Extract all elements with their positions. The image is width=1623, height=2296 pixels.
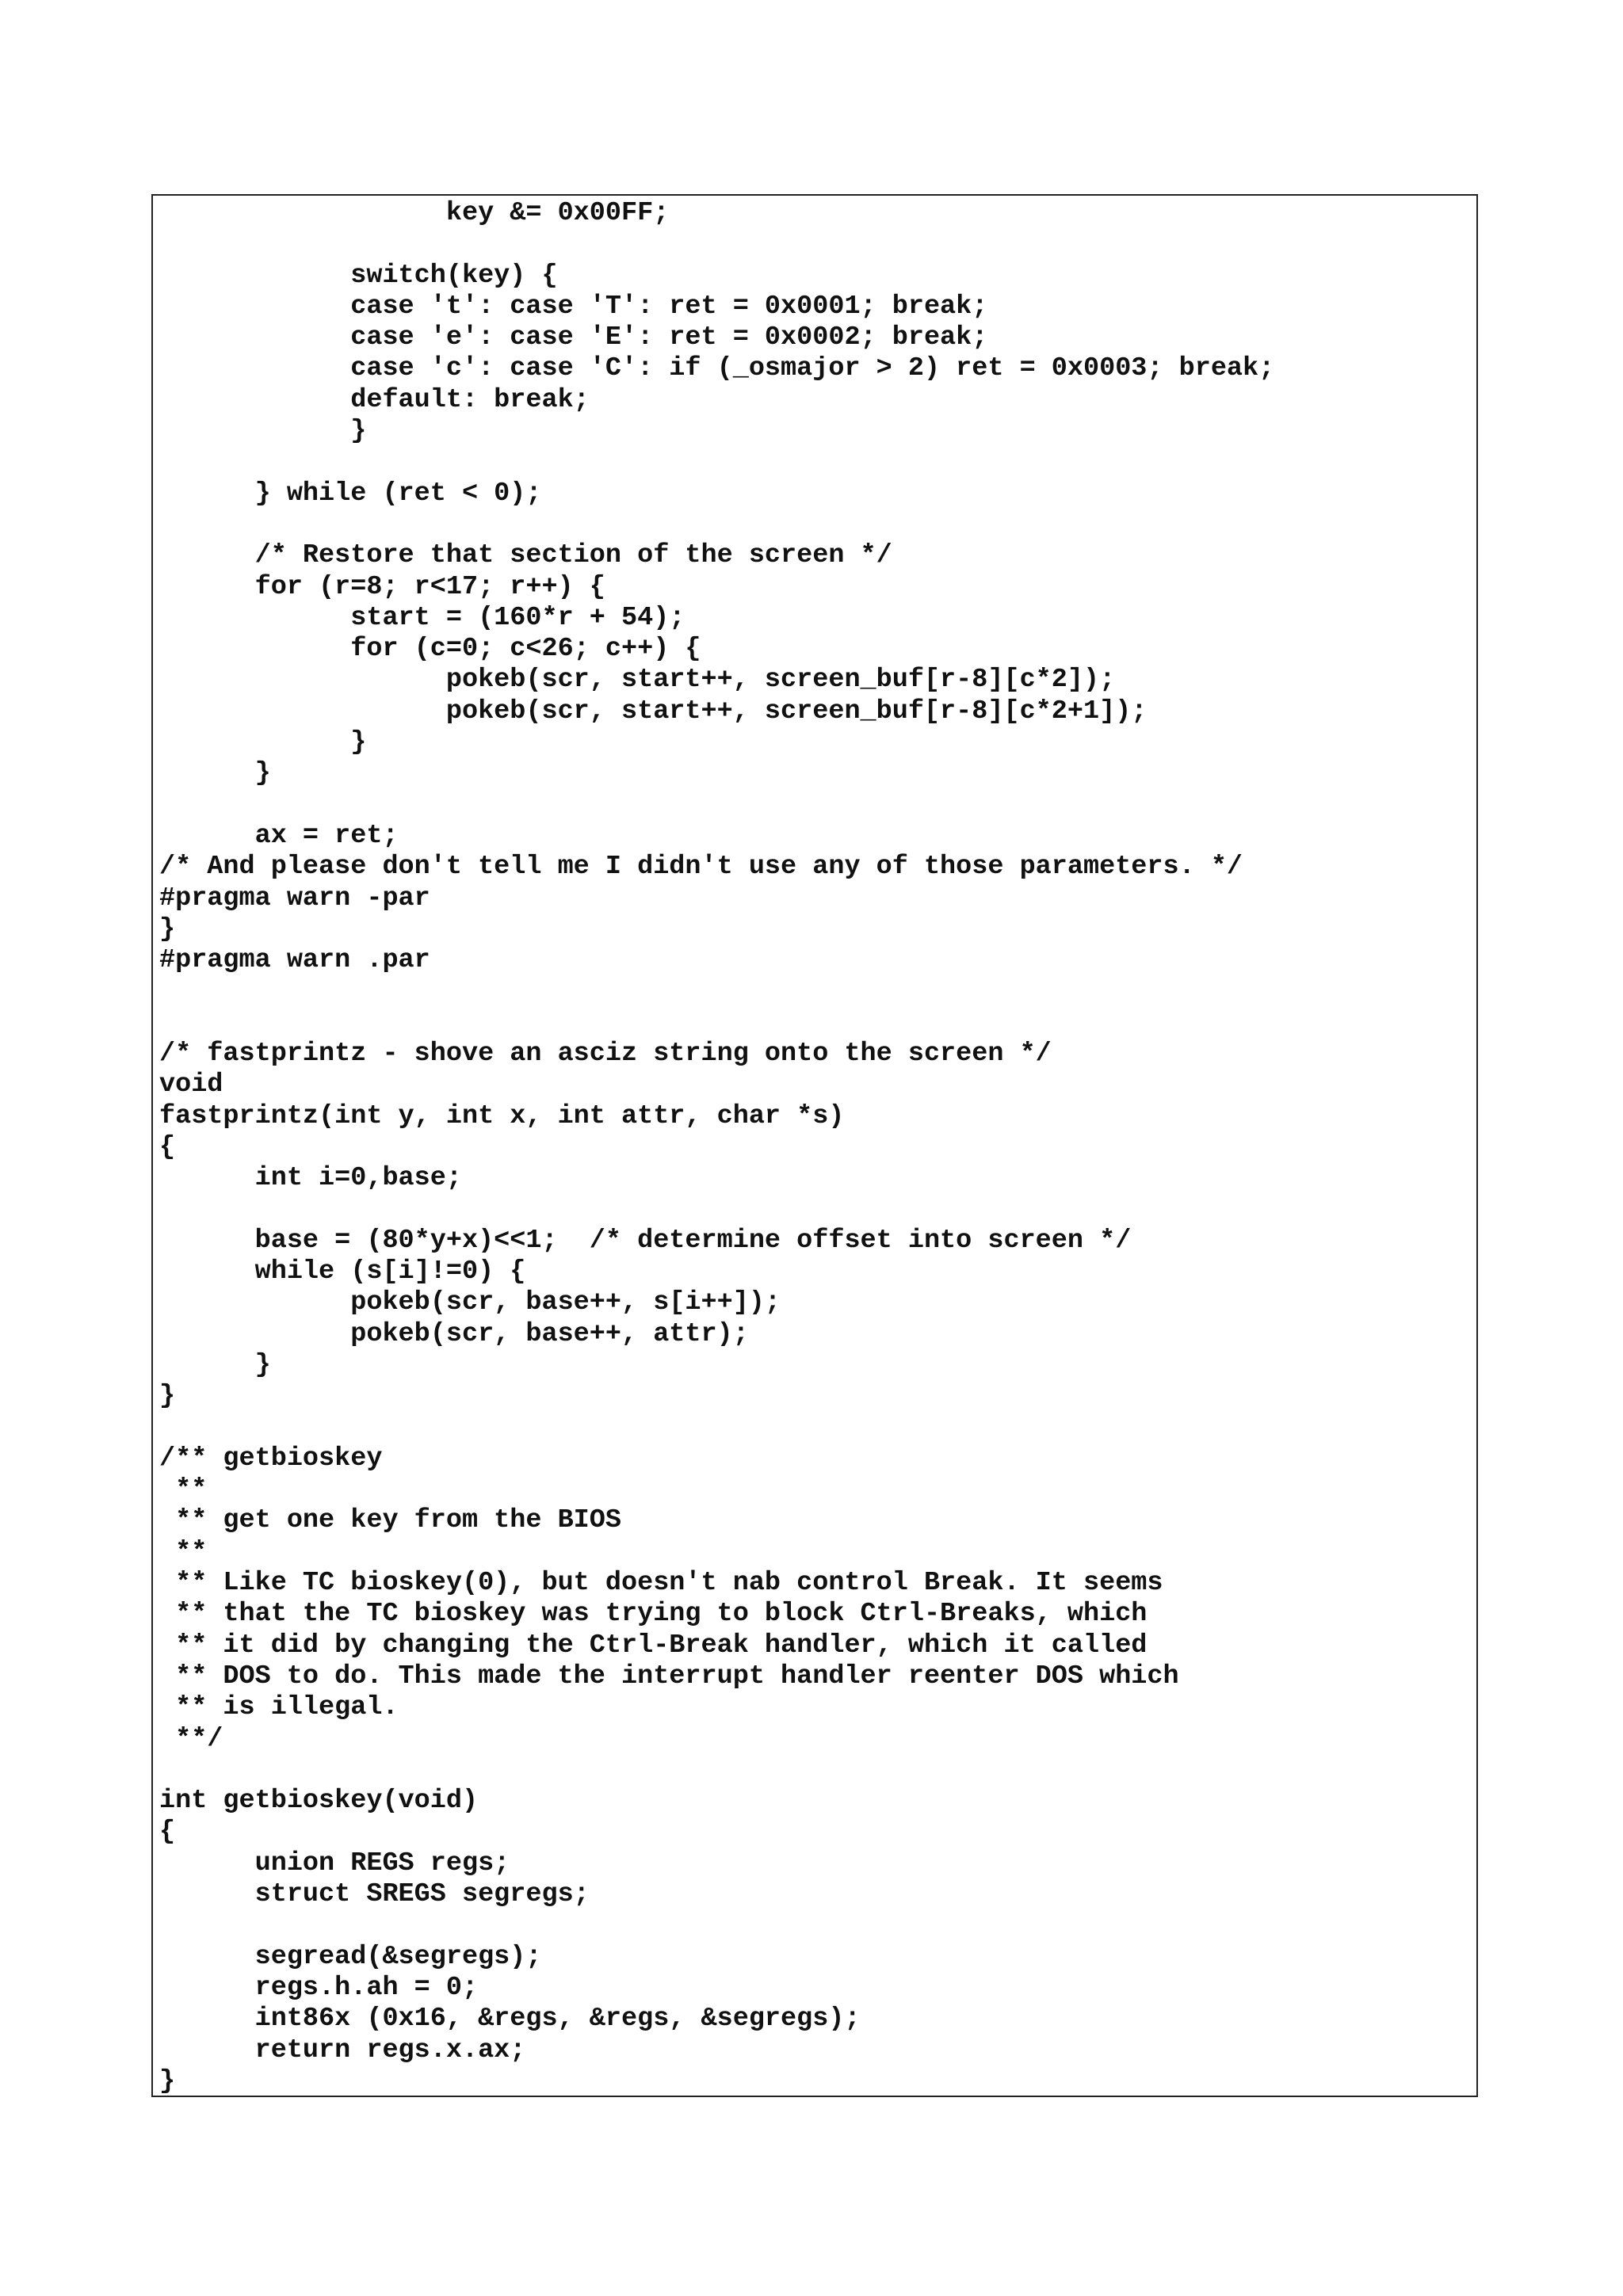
code-line: pokeb(scr, base++, s[i++]); [159, 1287, 781, 1318]
code-line: { [159, 1131, 176, 1162]
code-line: ** [159, 1474, 208, 1505]
code-line: union REGS regs; [159, 1848, 510, 1878]
code-line: #pragma warn .par [159, 945, 430, 976]
code-line: ** that the TC bioskey was trying to block Ctrl-Breaks, which [159, 1599, 1148, 1630]
code-line [159, 229, 1274, 260]
code-line: case 'e': case 'E': ret = 0x0002; break; [159, 322, 988, 353]
code-line: int getbioskey(void) [159, 1786, 479, 1817]
code-line: fastprintz(int y, int x, int attr, char *s) [159, 1100, 845, 1131]
code-listing [159, 198, 1274, 2097]
code-line: ** it did by changing the Ctrl-Break handler, which it called [159, 1630, 1148, 1661]
code-line: for (r=8; r<17; r++) { [159, 571, 605, 602]
code-line: pokeb(scr, start++, screen_buf[r-8][c*2+1]); [159, 696, 1148, 727]
code-line: struct SREGS segregs; [159, 1879, 590, 1910]
code-line: ** is illegal. [159, 1692, 399, 1723]
code-line: regs.h.ah = 0; [159, 1972, 479, 2003]
code-line: int86x (0x16, &regs, &regs, &segregs); [159, 2004, 861, 2035]
code-line: /* Restore that section of the screen */ [159, 540, 892, 571]
code-listing-frame [151, 194, 1478, 2097]
code-line [159, 1008, 1274, 1039]
code-line [159, 509, 1274, 540]
code-line: #pragma warn -par [159, 883, 430, 913]
code-line [159, 1195, 1274, 1226]
code-line [159, 1413, 1274, 1444]
code-line: for (c=0; c<26; c++) { [159, 634, 701, 665]
code-line: default: break; [159, 384, 590, 415]
code-line: pokeb(scr, start++, screen_buf[r-8][c*2]); [159, 665, 1116, 696]
code-line: ** [159, 1536, 208, 1567]
code-line: ** Like TC bioskey(0), but doesn't nab control Break. It seems [159, 1568, 1163, 1599]
code-line: segread(&segregs); [159, 1941, 542, 1972]
code-line: **/ [159, 1723, 223, 1754]
code-line: /** getbioskey [159, 1443, 383, 1474]
code-line: } [159, 2065, 176, 2096]
code-line: ** get one key from the BIOS [159, 1505, 621, 1536]
code-line: key &= 0x00FF; [159, 198, 670, 228]
code-line: /* And please don't tell me I didn't use any of those parameters. */ [159, 852, 1243, 883]
code-line: } [159, 1349, 271, 1380]
code-line: ** DOS to do. This made the interrupt handler reenter DOS which [159, 1661, 1179, 1691]
code-line: case 'c': case 'C': if (_osmajor > 2) ret = 0x0003; break; [159, 353, 1275, 384]
code-line: start = (160*r + 54); [159, 602, 685, 633]
code-line: ax = ret; [159, 820, 399, 851]
code-line: switch(key) { [159, 260, 558, 291]
code-line: /* fastprintz - shove an asciz string onto the screen */ [159, 1039, 1052, 1070]
code-line: } [159, 1381, 176, 1412]
code-line [159, 1910, 1274, 1941]
code-line: } while (ret < 0); [159, 478, 542, 509]
code-line [159, 447, 1274, 478]
code-line: { [159, 1817, 176, 1848]
code-line: int i=0,base; [159, 1163, 462, 1194]
code-line [159, 976, 1274, 1007]
code-line: } [159, 758, 271, 789]
code-line: } [159, 913, 176, 944]
code-line [159, 790, 1274, 821]
code-line: return regs.x.ax; [159, 2035, 526, 2065]
code-line [159, 1755, 1274, 1786]
code-line: case 't': case 'T': ret = 0x0001; break; [159, 291, 988, 322]
code-line: void [159, 1070, 223, 1100]
code-line: } [159, 416, 367, 447]
code-line: pokeb(scr, base++, attr); [159, 1318, 749, 1349]
code-line: while (s[i]!=0) { [159, 1257, 526, 1287]
code-line: base = (80*y+x)<<1; /* determine offset into screen */ [159, 1225, 1132, 1256]
code-line: } [159, 727, 367, 758]
